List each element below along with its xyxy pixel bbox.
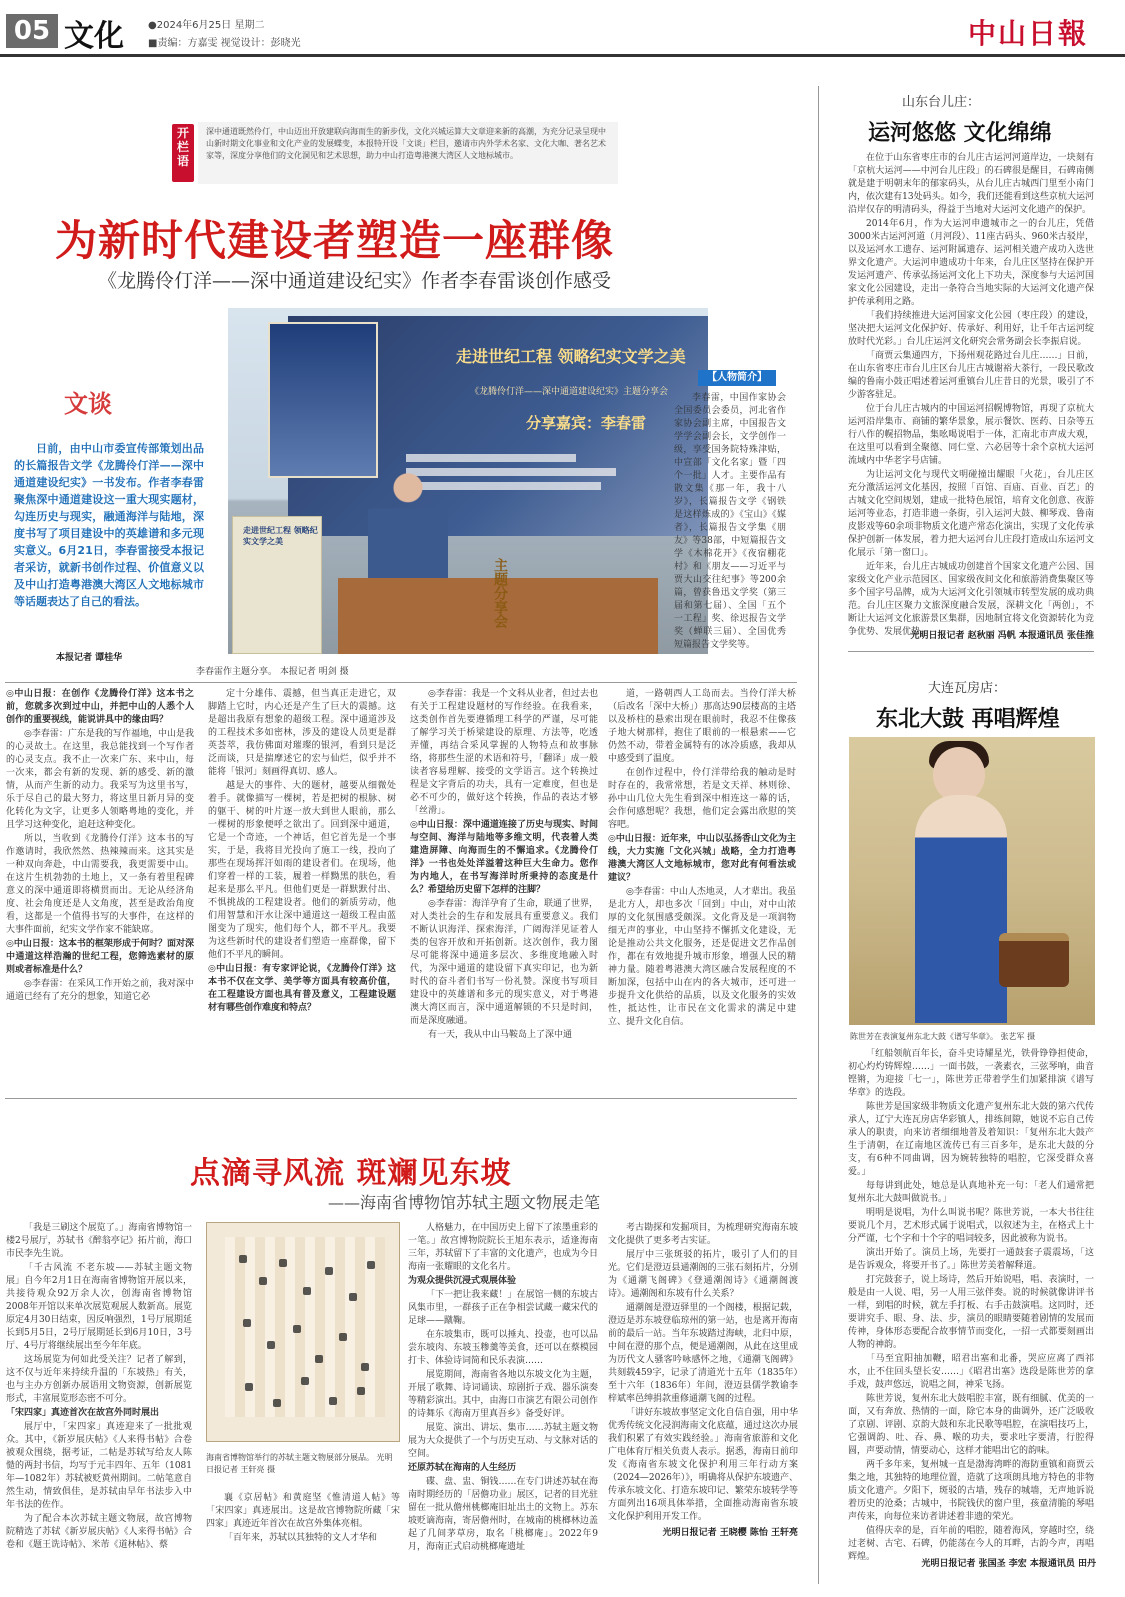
drum-paragraph: 陈世芳是国家级非物质文化遗产复州东北大鼓的第六代传承人，辽宁大连瓦房店华彩镇人，排练间隙，她说不忘自己传承人的职责，向来访者细细地普及着知识：「复州东北大鼓产生于清朝，在辽南地区流传已有三百多年，是东北大鼓的分支，有6种不同曲调，因为婉转独特的唱腔，它深受群众喜爱。」 bbox=[848, 1102, 1094, 1177]
backdrop-banner: 走进世纪工程 领略纪实文学之美 bbox=[456, 347, 686, 366]
vertical-banner: 主题分享会 bbox=[492, 558, 508, 628]
dongpo-paragraph: 展览、演出、讲坛、集市……苏轼主题文物展为大众提供了一个与历史互动、与文脉对话的空间。 bbox=[408, 1423, 598, 1459]
editor-credits: ■责编：方嘉雯 视觉设计：彭晓光 bbox=[148, 38, 301, 49]
backdrop-subtitle: 《龙腾伶仃洋——深中通道建设纪实》主题分享会 bbox=[470, 387, 669, 397]
interview-paragraph: 所以，当收到《龙腾伶仃洋》这本书的写作邀请时，我欣然然、热辣辣而来。这其实是一种双向奔赴，中山需要我，我更需要中山。在这片生机勃勃的土地上，又一条有着里程碑意义的深中通道即将横贯而出。无论从经济角度、社会角度还是人文角度，甚至是政治角度看，这都是一个值得书写的大事件，在这样的大事件面前，纪实文学作家不能缺席。 bbox=[6, 834, 194, 935]
dongpo-paragraph: 为了配合本次苏轼主题文物展，故宫博物院精选了苏轼《新岁展庆帖》《人来得书帖》合卷和《题王诜诗帖》、米芾《道林帖》、蔡 bbox=[6, 1514, 192, 1550]
interview-paragraph: 越是大的事件、大的题材，越要从细微处着手。就像描写一棵树，若是把树的根脉、树的躯干、树的叶片逐一放大到世人眼前，那么一棵树的形象便呼之欲出了。回到深中通道，它是一个奇迹，一个神话，但它首先是一个事实，于是，我将目光投向了施工一线，投向了那些在现场挥汗如雨的建设者们。在现场，他们穿着一样的工装，履着一样黝黑的肤色，看起来是那么平凡。但他们更是一群默默付出、不惧挑战的工程建设者。他们的新质劳动，他们用智慧和汗水让深中通道这一超级工程由蓝图变为了现实，他们每个人，都不平凡。我要为这些新时代的建设者们塑造一座群像，留下他们不平凡的瞬间。 bbox=[208, 781, 396, 960]
wafangdian-location: 大连瓦房店： bbox=[928, 681, 1007, 696]
interview-answer: ◎李春雷：在采风工作开始之前，我对深中通道已经有了充分的想象，知道它必 bbox=[6, 979, 194, 1002]
interview-answer: ◎李春雷：海洋孕育了生命，联通了世界，对人类社会的生存和发展具有重要意义。我们不断认识海洋、探索海洋，广阔海洋见证着人类的包容开放和开拓创新。这次创作，我力图尽可能将深中通道多层次、多维度地融入时代，为深中通道的建设留下真实印记，也为新时代的奋斗者们书写一份礼赞。深度书写项目建设中的英雄谱和多元的现实意义，对于粤港澳大湾区而言，深中通道解锁的不只是时间，而是深度融通。 bbox=[410, 899, 598, 1026]
dongpo-paragraph: 「讲好东坡故事坚定文化自信自强，用中华优秀传统文化浸润海南文化底蕴，通过这次办展我们积累了有效实践经验。」海南省旅游和文化广电体育厅相关负责人表示。据悉，海南日前印发《海南省东坡文化保护利用三年行动方案（2024—2026年）》，明确将从保护东坡遗产、传承东坡文化、打造东坡印记、繁荣东坡转学等方面列出16项具体举措，全面推动海南省东坡文化保护利用开发工作。 bbox=[608, 1408, 798, 1522]
section-divider bbox=[5, 1098, 797, 1099]
dongpo-subheadline: ——海南省博物馆苏轼主题文物展走笔 bbox=[328, 1193, 601, 1212]
dongpo-subheading: 还原苏轼在海南的人生经历 bbox=[408, 1463, 517, 1473]
drum-byline: 光明日报记者 张国圣 李宏 本报通讯员 田丹 bbox=[921, 1559, 1096, 1569]
event-photo bbox=[228, 308, 708, 654]
column-intro-badge: 开栏语 bbox=[172, 124, 194, 182]
canal-paragraph: 为让运河文化与现代文明碰撞出耀眼「火花」，台儿庄区充分激活运河文化基因，按照「百馆、百庙、百业、百艺」的古城文化空间规划，建成一批特色展馆，培育文化创意、夜游运河等业态，打造非遗一条街，引入运河大鼓、柳琴戏、鲁南皮影戏等60余项非物质文化遗产常态化演出，实现了文化传承保护创新一体发展，着力把大运河台儿庄段打造成山东运河文化展示「第一窗口」。 bbox=[848, 470, 1094, 558]
calligraphy-photo bbox=[206, 1222, 400, 1442]
canal-paragraph: 2014年6月，作为大运河申遗城市之一的台儿庄，凭借3000米古运河河道（月河段）、11座古码头、960米古驳岸，以及运河水工遗存、运河附属遗存、运河相关遗产成功入选世界文化遗产。大运河申遗成功十年来，台儿庄区坚持在保护开发运河遗产、传承弘扬运河文化上下功夫，深度参与大运河国家文化公园建设，走出一条符合当地实际的大运河文化遗产保护传承利用之路。 bbox=[848, 219, 1094, 307]
event-photo-caption: 李春雷作主题分享。 本报记者 明剑 摄 bbox=[196, 667, 349, 677]
canal-article bbox=[848, 152, 1094, 640]
article-divider bbox=[5, 682, 797, 683]
interview-question: ◎中山日报：有专家评论说，《龙腾伶仃洋》这本书不仅在文学、美学等方面具有较高价值，在工程建设方面也具有普及意义，工程建设题材有哪些创作难度和特点？ bbox=[208, 964, 396, 1013]
canal-paragraph: 「我们持续推进大运河国家文化公园（枣庄段）的建设，坚决把大运河文化保护好、传承好、利用好，让千年古运河绽放时代光彩。」台儿庄运河文化研究会常务副会长李振启说。 bbox=[848, 311, 1094, 347]
dongpo-paragraph: 展厅中，「宋四家」真迹迎来了一批批观众。其中，《新岁展庆帖》《人来得书帖》合卷被观众围绕，据考证，二帖是苏轼写给友人陈慥的两封书信，均写于元丰四年、五年（1081年—1082年）苏轼被贬黄州期间。二帖笔意自然生动，情致俱佳，是苏轼由早年书法步入中年书法的佐作。 bbox=[6, 1422, 192, 1510]
interview-paragraph: 在创作过程中，伶仃洋带给我的触动是时时存在的，我常常想，若是文天祥、林则徐、孙中山几位大先生看到深中相连这一幕的话，会作何感想呢？我想，他们定会露出欣慰的笑容吧。 bbox=[608, 768, 796, 830]
dongpo-subheading: 为观众提供沉浸式观展体验 bbox=[408, 1276, 517, 1286]
dongpo-paragraph: 在东坡集市，既可以捶丸、投壶，也可以品尝东坡肉、东坡玉糁羹等美食，还可以在蔡模园打卡、体验诗词简和民乐表演…… bbox=[408, 1330, 598, 1366]
interview-column-3 bbox=[410, 688, 598, 1044]
drum-paragraph: 「红船领航百年长，奋斗史诗耀星光，铁骨铮铮担使命，初心灼灼铸辉煌……」一面书鼓，一袭素衣，三弦琴响，曲音铿锵，为迎接「七一」，陈世芳正带着学生们加紧排演《谱写华章》的选段。 bbox=[848, 1049, 1094, 1098]
canal-paragraph: 近年来，台儿庄古城成功创建首个国家文化遗产公园、国家级文化产业示范园区、国家级夜间文化和旅游消费集聚区等多个国字号品牌，成为大运河文化引领城市转型发展的成功典范。台儿庄区聚力文旅深度融合发展，深耕文化「两创」，不断让大运河文化旅游景区集群，因地制宜将文化资源转化为竞争优势、发展优势。 bbox=[848, 562, 1094, 637]
main-subheadline: 《龙腾伶仃洋——深中通道建设纪实》作者李春雷谈创作感受 bbox=[98, 270, 612, 292]
dongpo-paragraph: 通潮阁是澄迈驿里的一个阁楼，根据记载，澄迈是苏东坡登临琼州的第一站，也是离开海南前的最后一站。当年东坡踏过海峡，北归中原，中间在澄的那个点，便是通潮阁，从此在这里成为历代文人骚客吟咏感怀之地，《通潮飞阁碑》共刻载459字，记录了清道光十五年（1835年）至十六年（1836年）年间，澄迈县儒学教谕李梓斌率邑绅捐款重修通潮飞阁的过程。 bbox=[608, 1303, 798, 1404]
right-divider bbox=[848, 651, 1094, 652]
profile-title: 【人物简介】 bbox=[698, 370, 776, 386]
dongpo-paragraph: 人格魅力，在中国历史上留下了浓墨重彩的一笔。」故宫博物院院长王旭东表示，适逢海南三年，苏轼留下了丰富的文化遗产，也成为今日海南一张耀眼的文化名片。 bbox=[408, 1223, 598, 1272]
drum-paragraph: 演出开始了。演员上场，先要打一通鼓套子震震场，「这是告诉观众，将要开书了。」陈世芳美着解释道。 bbox=[848, 1248, 1094, 1271]
dongpo-paragraph: 「下一把让我来藏！」在展馆一侧的东坡古风集市里，一群孩子正在争相尝试藏一藏宋代的足球——蹴鞠。 bbox=[408, 1290, 598, 1326]
interview-question: ◎中山日报：这本书的框架形成于何时？面对深中通道这样浩瀚的世纪工程，您筛选素材的原则或者标准是什么？ bbox=[6, 939, 194, 975]
interview-question: ◎中山日报：近年来，中山以弘扬香山文化为主线，大力实施「文化兴城」战略，全力打造粤港澳大湾区人文地标城市，您对此有何看法或建议？ bbox=[608, 834, 796, 883]
drum-paragraph: 「马至宜阳抽加鞭，昭君出塞和北番，哭应应离了西祁水，止不住回头望长安……」《昭君出塞》选段是陈世芳的拿手戏，鼓声悠远，说唱之间，神采飞扬。 bbox=[848, 1354, 1094, 1390]
dongpo-byline: 光明日报记者 王晓樱 陈怡 王轩亮 bbox=[662, 1528, 798, 1538]
interview-paragraph: 道，一路朝西人工岛而去。当伶仃洋大桥（后改名「深中大桥」）那高达90层楼高的主塔以及桥柱的悬索出现在眼前时，我忍不住像孩子地大树那样，抱住了眼前的一根悬索——它仍然不动，带着金属特有的冰冷质感，我却从中感受到了温度。 bbox=[608, 689, 796, 764]
article-lead: 日前，由中山市委宣传部策划出品的长篇报告文学《龙腾伶仃洋——深中通道建设纪实》一书发布。作者李春雷聚焦深中通道建设这一重大现实题材，勾连历史与现实，融通海洋与陆地，深度书写了项目建设中的英雄谱和多元现实意义。6月21日，李春雷接受本报记者采访，就新书创作过程、价值意义以及中山打造粤港澳大湾区人文地标城市等话题表达了自己的看法。 bbox=[14, 442, 204, 608]
dongpo-paragraph: 展览期间，海南省各地以东坡文化为主题，开展了歌舞、诗词诵读、琼剧折子戏、器乐演奏等精彩演出。其中，由海口市演艺有限公司创作的诗舞乐《海南万里真吾乡》备受好评。 bbox=[408, 1370, 598, 1419]
dongpo-column-4 bbox=[608, 1222, 798, 1582]
speaker-figure bbox=[368, 468, 448, 578]
performer-caption: 陈世芳在表演复州东北大鼓《谱写华章》。 张艺军 摄 bbox=[850, 1032, 1036, 1041]
drum-headline: 东北大鼓 再唱辉煌 bbox=[876, 706, 1060, 732]
event-backdrop bbox=[288, 316, 708, 536]
taierzhuang-location: 山东台儿庄： bbox=[902, 95, 981, 110]
dongpo-column-2 bbox=[206, 1492, 400, 1582]
interview-question: ◎中山日报：在创作《龙腾伶仃洋》这本书之前，您就多次到过中山，并把中山的人悉个人创作的重要视线，能说讲具中的缘由吗？ bbox=[6, 689, 194, 725]
interview-column-4 bbox=[608, 688, 796, 1044]
backdrop-guest: 分享嘉宾：李春雷 bbox=[526, 414, 647, 432]
event-standee: 走进世纪工程 领略纪实文学之美 bbox=[232, 516, 322, 654]
right-column-rule bbox=[818, 86, 819, 1584]
dongpo-paragraph: 碟、盘、盅、铜钱……在专门讲述苏轼在海南时期经历的「居儋功业」展区，记者的目光驻留在一批从儋州桃榔庵旧址出土的文物上。苏东坡贬谪海南，寄居儋州时，在城南的桃榔林边盖起了几间茅草房，取名「桃榔庵」。2022年9月，海南正式启动桃榔庵遗址 bbox=[408, 1477, 598, 1552]
column-intro-text: 深中通道既然伶仃，中山迈出开放建联向海而生的新步伐，文化兴城运算大文章迎来新的高潮，为充分记录呈现中山新时期文化事业和文化产业的发展蝶变，本报特开设「文谈」栏目，邀请市内外学术名家、文化大咖、著名艺术家等，深度分享他们的文化洞见和艺术思想，助力中山打造粤港澳大湾区人文地标城市。 bbox=[198, 122, 618, 184]
canal-headline: 运河悠悠 文化绵绵 bbox=[868, 120, 1052, 146]
newspaper-logo: 中山日報 bbox=[968, 17, 1089, 50]
canal-byline: 光明日报记者 赵秋丽 冯帆 本报通讯员 张佳推 bbox=[910, 631, 1094, 641]
section-title: 文化 bbox=[64, 19, 124, 54]
interview-column-2 bbox=[208, 688, 396, 1044]
dongpo-paragraph: 襄《京居帖》和黄庭坚《惟清道人帖》等「宋四家」真迹展出。这是故宫博物院所藏「宋四家」真迹近年首次在故宫外集体亮相。 bbox=[206, 1493, 400, 1529]
interview-paragraph: 有一天，我从中山马鞍岛上了深中通 bbox=[428, 1030, 573, 1040]
drum-article bbox=[848, 1048, 1094, 1566]
masthead-rule bbox=[0, 54, 1125, 57]
column-stamp: 文谈 bbox=[64, 389, 112, 418]
performer-dress bbox=[915, 795, 1007, 1023]
dongpo-paragraph: 这场展览为何如此受关注？记者了解到，这不仅与近年来持续升温的「东坡热」有关，也与主办方创新办展语用文物资源，创新展览形式，丰富展览形态密不可分。 bbox=[6, 1355, 192, 1404]
drum-paragraph: 陈世芳说，复州东北大鼓唱腔丰富，既有细腻、优美的一面，又有奔放、热情的一面，除它本身的曲调外，还广泛吸收了京剧、评剧、京韵大鼓和东北民歌等唱腔，在演唱技巧上，它强调韵、吐、吞、鼻、喉的功夫，要求吐字要清，行腔得圆，声要动情，情要动心，这样才能唱出它的韵味。 bbox=[848, 1394, 1094, 1456]
dongpo-paragraph: 「千古风流 不老东坡——苏轼主题文物展」自今年2月1日在海南省博物馆开展以来，共接待观众92万余人次，创海南省博物馆2008年开馆以来单次展览观展人数新高。展览原定4月30日结束，因反响强烈，1号厅展期延长到5月5日，2号厅展期延长到6月10日，3号厅、4号厅将继续展出至今年年底。 bbox=[6, 1263, 192, 1351]
interview-paragraph: 定十分雄伟、震撼，但当真正走进它，双脚踏上它时，内心还是产生了巨大的震撼。这是超出我原有想象的超级工程。深中通道涉及的工程技术多如密林，涉及的建设人员更是群英荟萃，我仿佛面对璀璨的银河，看到只是泛泛而谈，只是揣摩述它的宏与仙烂，似乎并不能将「银河」刻画得真切、感人。 bbox=[208, 689, 396, 777]
dongpo-headline: 点滴寻风流 斑斓见东坡 bbox=[190, 1156, 512, 1191]
dongpo-paragraph: 「我是三刷这个展览了。」海南省博物馆一楼2号展厅，苏轼书《醉翁亭记》拓片前，海口市民李先生说。 bbox=[6, 1223, 192, 1259]
canal-paragraph: 「商贾云集通四方，下扬州观花路过台儿庄……」日前，在山东省枣庄市台儿庄区台儿庄古城谢裕大茶行，一段民歌改编的鲁南小鼓正唱述着运河重镇台儿庄昔日的光景，吸引了不少游客驻足。 bbox=[848, 351, 1094, 400]
interview-answer: ◎李春雷：广东是我的写作福地，中山是我的心灵故土。在这里，我总能找到一个写作者的心灵支点。我不止一次来广东、来中山，每一次来，都会有新的发现、新的感受、新的激情，从而产生新的动力。我采写为这里书写，乐于尽自己的最大努力，将这里日新月异的变化转化为文字，让更多人领略粤地的变化，并且学习这种变化，追赶这种变化。 bbox=[6, 729, 194, 830]
article-reporter: 本报记者 谭桂华 bbox=[56, 653, 123, 663]
drum-icon bbox=[999, 933, 1069, 987]
canal-paragraph: 位于台儿庄古城内的中国运河招幌博物馆，再现了京杭大运河沿岸集市、商铺的繁华景象，展示餐饮、医药、日杂等五行八作的幌招物品，集吆喝说唱于一体，汇南北市声成大观，在这里可以看到全聚德、同仁堂、六必居等十余个京杭大运河流域内中华老字号店铺。 bbox=[848, 404, 1094, 466]
issue-date: ●2024年6月25日 星期二 bbox=[148, 20, 265, 31]
drum-paragraph: 两千多年来，复州城一直是渤海湾畔的海防重镇和商贾云集之地，其独特的地理位置，造就了这项朗具地方特色的非物质文化遗产。夕阳下，斑驳的古墙，残存的城墙，无声地诉说着历史的沧桑；古城中，书院钱伏的窗户里，孩童清脆的琴唱声传来，向每位来访者讲述着非遗的荣光。 bbox=[848, 1460, 1094, 1522]
canal-paragraph: 在位于山东省枣庄市的台儿庄古运河河道岸边，一块刻有「京杭大运河——中河台儿庄段」的石碑很是醒目，石碑南侧就是建于明朝末年的郁家码头，从台儿庄古城西门里至小南门内，依次建有13处码头。如今，我们还能看到这些京杭大运河沿岸仅存的明清码头，得益于当地对大运河文化遗产的保护。 bbox=[848, 153, 1094, 215]
book-cover-graphic bbox=[268, 322, 378, 478]
interview-answer: ◎李春雷：中山人杰地灵，人才辈出。我虽是北方人，却也多次「回到」中山，对中山浓厚的文化氛围感受颇深。文化背及是一项润物细无声的事业，中山坚持不懈抓文化建设，无论是推动公共文化服务，还是促进文艺作品创作，都在有效地提升城市形象，增强人民的精神力量。随着粤港澳大湾区融合发展程度的不断加深，包括中山在内的各大城市，还可进一步提升文化供给的品质，以及文化服务的实效性，抵达性，让市民在文化需求的满足中建立、提升文化自信。 bbox=[608, 887, 796, 1027]
calligraphy-scroll bbox=[225, 1237, 385, 1417]
page-number: 05 bbox=[6, 14, 58, 48]
dongpo-column-1 bbox=[6, 1222, 192, 1582]
dongpo-column-3 bbox=[408, 1222, 598, 1582]
author-profile: 李春雷，中国作家协会全国委员会委员，河北省作家协会副主席，中国报告文学学会副会长，文学创作一级，享受国务院特殊津贴，中宣部「文化名家」暨「四个一批」人才。主要作品有散文集《那一年，我十八岁》，长篇报告文学《钢铁是这样炼成的》《宝山》《媒者》，长篇报告文学集《朋友》等38部，中短篇报告文学《木棉花开》《夜宿棚花村》和《朋友——习近平与贾大山交往纪事》等200余篇，曾获鲁迅文学奖（第三届和第七届）、全国「五个一工程」奖、徐迟报告文学奖（蝉联三届）、全国优秀短篇报告文学奖等。 bbox=[674, 393, 786, 650]
interview-question: ◎中山日报：深中通道连接了历史与现实、时间与空间、海洋与陆地等多维文明，代表着人类建造屏障、向海而生的不懈追求。《龙腾伶仃洋》一书也处处洋溢着这种巨大生命力。您作为内地人，在书写海洋时所秉持的态度是什么？希望给历史留下怎样的注脚？ bbox=[410, 820, 598, 895]
interview-answer: ◎李春雷：我是一个文科从业者，但过去也有关于工程建设题材的写作经验。在我看来，这类创作首先要遵循理工科学的严谨，尽可能了解学习关于桥梁建设的原理、方法等，吃透弄懂，再结合采风掌握的人物特点和故事脉络，将那些生涩的术语和符号，「翻译」成一般读者容易理解、接受的文学语言。这个转换过程是文字背后的功夫，具有一定难度，但也是必不可少的，做好这个转换，作品的表达才够「丝滑」。 bbox=[410, 689, 598, 816]
dongpo-subheading: 「宋四家」真迹首次在故宫外同时展出 bbox=[6, 1408, 160, 1418]
masthead bbox=[0, 0, 1125, 60]
dongpo-paragraph: 「百年来，苏轼以其独特的文人才华和 bbox=[224, 1533, 378, 1543]
performer-photo bbox=[849, 737, 1095, 1025]
drum-paragraph: 每每讲到此处，她总是认真地补充一句：「老人们通常把复州东北大鼓叫做说书。」 bbox=[848, 1181, 1094, 1204]
dongpo-paragraph: 展厅中三张斑驳的拓片，吸引了人们的目光。它们是澄迈县通潮阁的三张石刻拓片，分别为《通潮飞阁碑》《登通潮阁诗》《通潮阁渡诗》。通潮阁和东坡有什么关系？ bbox=[608, 1250, 798, 1299]
calligraphy-photo-caption: 海南省博物馆举行的苏轼主题文物展部分展品。 光明日报记者 王轩亮 摄 bbox=[206, 1453, 393, 1474]
drum-paragraph: 值得庆幸的是，百年前的唱腔，随着海风，穿越时空，绕过老树、古宅、石碑，仍能荡在今人的耳畔，古韵今声，再唱辉煌。 bbox=[848, 1526, 1094, 1562]
drum-paragraph: 打完鼓套子，说上场诗，然后开始说唱，唱、表演时，一般是由一人说、唱，另一人用三弦伴奏。说的时候就像讲评书一样，到唱的时候，就左手打板、右手击鼓演唱。这同时，还要讲究手、眼、身、法、步，演员的眼睛要随着剧情的发展而传神，身体形态要配合故事情节而变化，一招一式都要刻画出人物的神韵。 bbox=[848, 1275, 1094, 1350]
dongpo-paragraph: 考古勘探和发掘项目，为梳理研究海南东坡文化提供了更多考古实证。 bbox=[608, 1223, 798, 1246]
main-headline: 为新时代建设者塑造一座群像 bbox=[55, 216, 615, 265]
drum-paragraph: 明明是说唱，为什么叫说书呢？陈世芳说，一本大书往往要说几个月，艺术形式属于说唱式，以叙述为主，在格式上十分严谨，七个字和十个字的唱词较多，因此被称为说书。 bbox=[848, 1208, 1094, 1244]
interview-column-1 bbox=[6, 688, 194, 1044]
